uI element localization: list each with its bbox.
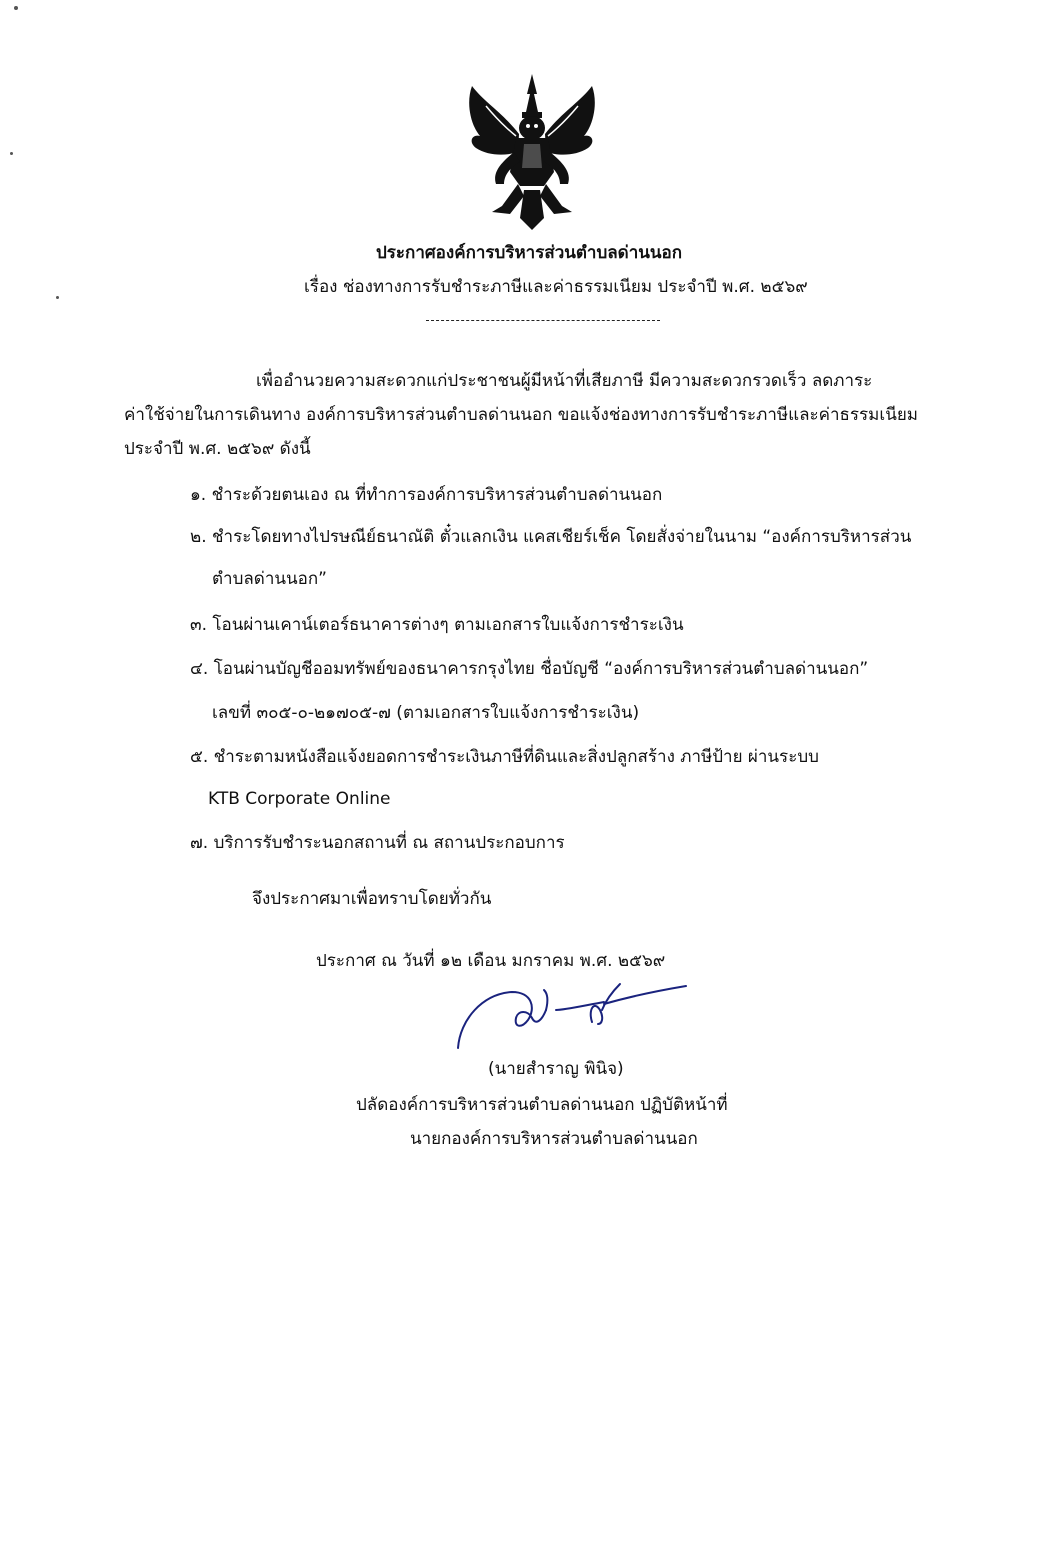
- list-item-5-continued: KTB Corporate Online: [208, 789, 391, 809]
- scan-speck: [10, 152, 13, 155]
- announcement-title: ประกาศองค์การบริหารส่วนตำบลด่านนอก: [376, 243, 683, 263]
- signer-position: ปลัดองค์การบริหารส่วนตำบลด่านนอก ปฏิบัติหน้าที่: [356, 1095, 728, 1115]
- title-divider: [426, 320, 660, 321]
- signer-name: (นายสำราญ พินิจ): [488, 1059, 624, 1079]
- intro-line-3: ประจำปี พ.ศ. ๒๕๖๙ ดังนี้: [124, 439, 311, 459]
- list-item-6: ๗. บริการรับชำระนอกสถานที่ ณ สถานประกอบการ: [190, 833, 565, 853]
- garuda-emblem-icon: [462, 72, 602, 232]
- list-item-4-account-number: เลขที่ ๓๐๕-๐-๒๑๗๐๕-๗ (ตามเอกสารใบแจ้งการชำระเงิน): [212, 703, 640, 723]
- scan-speck: [56, 296, 59, 299]
- list-item-5: ๕. ชำระตามหนังสือแจ้งยอดการชำระเงินภาษีที่ดินและสิ่งปลูกสร้าง ภาษีป้าย ผ่านระบบ: [190, 747, 819, 767]
- scan-speck: [14, 6, 18, 10]
- closing-statement: จึงประกาศมาเพื่อทราบโดยทั่วกัน: [252, 889, 492, 909]
- intro-line-2: ค่าใช้จ่ายในการเดินทาง องค์การบริหารส่วนตำบลด่านนอก ขอแจ้งช่องทางการรับชำระภาษีและค่าธรรมเนียม: [124, 405, 918, 425]
- list-item-2: ๒. ชำระโดยทางไปรษณีย์ธนาณัติ ตั๋วแลกเงิน แคสเชียร์เช็ค โดยสั่งจ่ายในนาม “องค์การบริหารส่วน: [190, 527, 912, 547]
- announcement-subject: เรื่อง ช่องทางการรับชำระภาษีและค่าธรรมเนียม ประจำปี พ.ศ. ๒๕๖๙: [304, 277, 808, 297]
- intro-line-1: เพื่ออำนวยความสะดวกแก่ประชาชนผู้มีหน้าที่เสียภาษี มีความสะดวกรวดเร็ว ลดภาระ: [256, 371, 873, 391]
- list-item-2-continued: ตำบลด่านนอก”: [212, 569, 327, 589]
- announcement-date: ประกาศ ณ วันที่ ๑๒ เดือน มกราคม พ.ศ. ๒๕๖๙: [316, 951, 666, 971]
- list-item-4: ๔. โอนผ่านบัญชีออมทรัพย์ของธนาคารกรุงไทย ชื่อบัญชี “องค์การบริหารส่วนตำบลด่านนอก”: [190, 659, 869, 679]
- list-item-1: ๑. ชำระด้วยตนเอง ณ ที่ทำการองค์การบริหารส่วนตำบลด่านนอก: [190, 485, 663, 505]
- list-item-3: ๓. โอนผ่านเคาน์เตอร์ธนาคารต่างๆ ตามเอกสารใบแจ้งการชำระเงิน: [190, 615, 684, 635]
- handwritten-signature: [452, 980, 692, 1052]
- signer-acting-position: นายกองค์การบริหารส่วนตำบลด่านนอก: [410, 1129, 698, 1149]
